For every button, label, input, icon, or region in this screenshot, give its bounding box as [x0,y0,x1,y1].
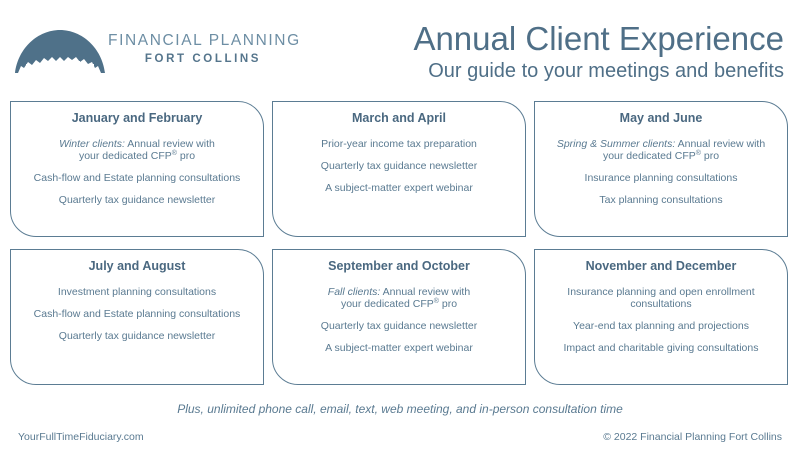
card-july-august [10,249,264,385]
card-item: A subject-matter expert webinar [325,342,473,354]
card-title: September and October [328,259,470,273]
card-title: March and April [352,111,446,125]
card-january-february [10,101,264,237]
card-item-annual-review [535,138,787,162]
card-title: May and June [619,111,703,125]
card-march-april [272,101,526,237]
card-item: A subject-matter expert webinar [325,182,473,194]
card-item-annual-review [273,286,525,310]
card-title: July and August [88,259,186,273]
item-tail: pro [438,298,458,310]
card-item: Quarterly tax guidance newsletter [320,320,478,332]
item-text-line2: consultations [630,298,692,310]
item-text: Annual review with [380,286,471,298]
item-lead: Fall clients: [327,286,381,298]
card-item: Prior-year income tax preparation [321,138,477,150]
copyright-notice: © 2022 Financial Planning Fort Collins [603,431,782,443]
item-text: Annual review with [124,138,215,150]
item-text-line2: your dedicated CFP [78,150,172,162]
item-lead: Spring & Summer clients: [556,138,676,150]
card-november-december [534,249,788,385]
website-link[interactable]: YourFullTimeFiduciary.com [18,431,144,443]
logo-line-fort-collins: FORT COLLINS [144,53,262,65]
card-item-annual-review [11,138,263,162]
card-item: Investment planning consultations [57,286,217,298]
card-item: Impact and charitable giving consultations [563,342,759,354]
item-text: Insurance planning and open enrollment [567,286,755,298]
card-item: Cash-flow and Estate planning consultations [33,308,241,320]
logo-wordmark [108,32,301,65]
registered-mark: ® [433,298,439,305]
page-subtitle: Our guide to your meetings and benefits [428,60,784,82]
card-item: Quarterly tax guidance newsletter [58,194,216,206]
card-item: Tax planning consultations [599,194,723,206]
card-september-october [272,249,526,385]
registered-mark: ® [171,150,177,157]
card-item: Cash-flow and Estate planning consultations [33,172,241,184]
card-may-june [534,101,788,237]
page-title: Annual Client Experience [413,20,784,57]
footnote-unlimited-contact: Plus, unlimited phone call, email, text, web meeting, and in-person consultation time [177,402,623,416]
card-item: Insurance planning consultations [584,172,738,184]
logo-line-financial-planning: FINANCIAL PLANNING [108,32,301,49]
card-item: Quarterly tax guidance newsletter [320,160,478,172]
card-title: November and December [585,259,737,273]
company-logo [12,26,302,78]
item-text-line2: your dedicated CFP [340,298,434,310]
item-tail: pro [700,150,720,162]
card-item-insurance-enrollment [535,286,787,310]
card-item: Year-end tax planning and projections [573,320,749,332]
registered-mark: ® [695,150,701,157]
item-text-line2: your dedicated CFP [602,150,696,162]
item-text: Annual review with [675,138,766,150]
card-title: January and February [71,111,203,125]
mountain-arch-logo-icon [12,26,108,76]
item-lead: Winter clients: [59,138,125,150]
bimonthly-schedule-grid [10,101,790,385]
item-tail: pro [176,150,196,162]
card-item: Quarterly tax guidance newsletter [58,330,216,342]
